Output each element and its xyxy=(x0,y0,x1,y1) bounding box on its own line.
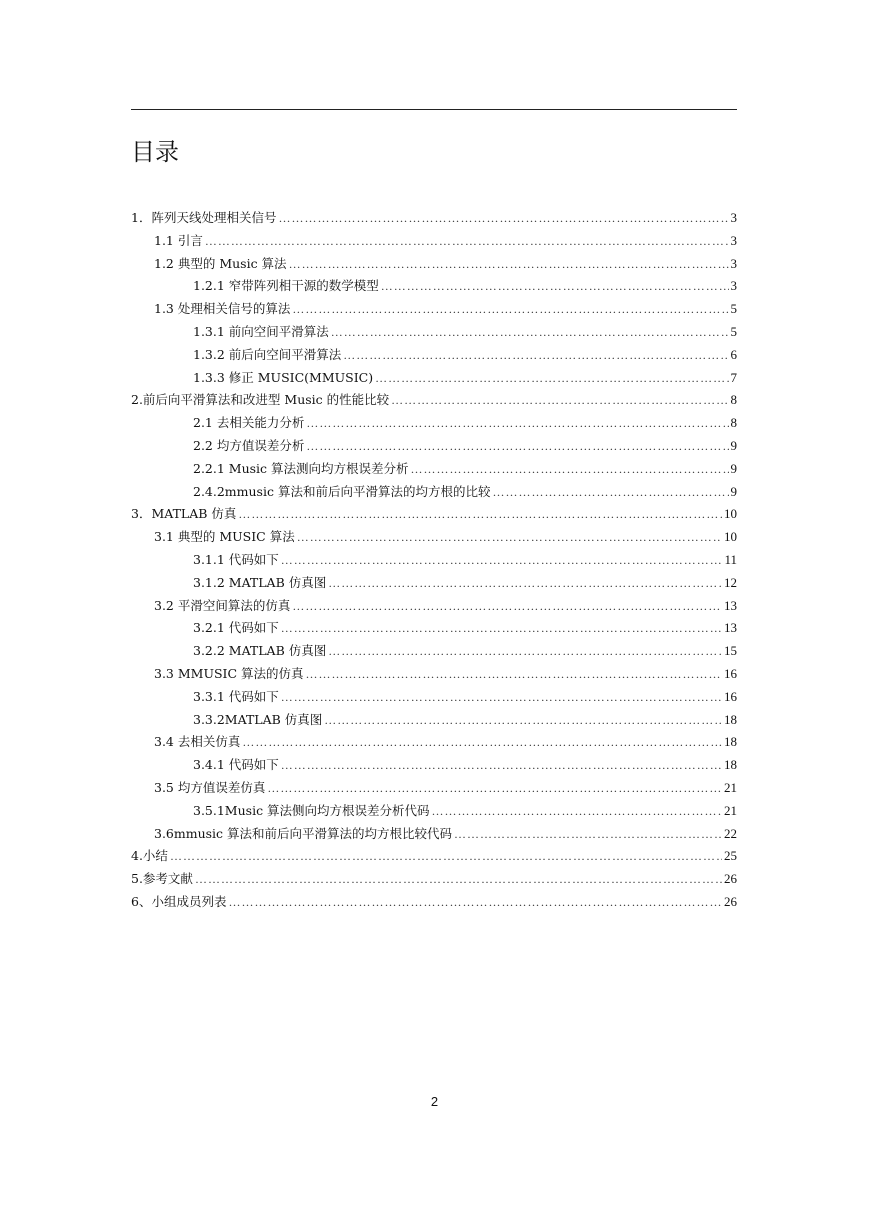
toc-entry-page: 5 xyxy=(730,301,737,317)
toc-entry[interactable] xyxy=(131,503,737,526)
toc-entry-title: 3．MATLAB 仿真 xyxy=(131,506,237,522)
toc-entry-title: 2.前后向平滑算法和改进型 Music 的性能比较 xyxy=(131,392,390,408)
toc-entry-page: 16 xyxy=(724,665,737,681)
toc-entry-page: 13 xyxy=(724,597,737,613)
toc-entry-page: 18 xyxy=(724,711,737,727)
toc-entry-page: 7 xyxy=(730,369,737,385)
toc-entry[interactable] xyxy=(131,777,737,800)
toc-entry-page: 9 xyxy=(730,483,737,499)
toc-dot-leader xyxy=(292,595,722,618)
toc-entry-page: 21 xyxy=(724,802,737,818)
toc-entry-page: 8 xyxy=(730,415,737,431)
toc-dot-leader xyxy=(324,709,722,732)
toc-dot-leader xyxy=(492,481,728,504)
toc-entry-page: 9 xyxy=(730,460,737,476)
toc-dot-leader xyxy=(228,891,722,914)
toc-dot-leader xyxy=(306,435,728,458)
toc-entry[interactable] xyxy=(131,572,737,595)
toc-entry-title: 3.4 去相关仿真 xyxy=(154,734,241,750)
toc-entry-page: 8 xyxy=(730,392,737,408)
toc-entry-title: 3.5 均方值误差仿真 xyxy=(154,779,266,795)
toc-entry[interactable] xyxy=(131,617,737,640)
toc-dot-leader xyxy=(375,367,728,390)
toc-entry-page: 10 xyxy=(724,506,737,522)
header-rule xyxy=(131,109,737,110)
toc-entry[interactable] xyxy=(131,367,737,390)
toc-entry-title: 2.2 均方值误差分析 xyxy=(193,437,305,453)
toc-entry[interactable] xyxy=(131,458,737,481)
toc-entry-title: 1.3 处理相关信号的算法 xyxy=(154,301,291,317)
toc-entry[interactable] xyxy=(131,686,737,709)
toc-entry[interactable] xyxy=(131,275,737,298)
toc-dot-leader xyxy=(278,207,728,230)
toc-entry[interactable] xyxy=(131,207,737,230)
toc-entry-page: 3 xyxy=(730,210,737,225)
toc-dot-leader xyxy=(195,868,722,891)
toc-dot-leader xyxy=(281,754,722,777)
toc-dot-leader xyxy=(432,800,722,823)
toc-dot-leader xyxy=(281,617,722,640)
toc-dot-leader xyxy=(281,549,723,572)
toc-entry-title: 3.6mmusic 算法和前后向平滑算法的均方根比较代码 xyxy=(154,825,453,841)
toc-entry-title: 5.参考文献 xyxy=(131,871,193,887)
toc-dot-leader xyxy=(242,731,722,754)
toc-entry-title: 1.2.1 窄带阵列相干源的数学模型 xyxy=(193,278,379,294)
toc-dot-leader xyxy=(343,344,728,367)
toc-dot-leader xyxy=(306,412,728,435)
toc-dot-leader xyxy=(297,526,722,549)
toc-entry[interactable] xyxy=(131,731,737,754)
toc-entry-title: 3.2 平滑空间算法的仿真 xyxy=(154,597,291,613)
toc-entry[interactable] xyxy=(131,640,737,663)
toc-entry[interactable] xyxy=(131,549,737,572)
toc-entry[interactable] xyxy=(131,253,737,276)
toc-entry-page: 15 xyxy=(724,643,737,659)
toc-dot-leader xyxy=(391,389,728,412)
toc-entry-title: 1.2 典型的 Music 算法 xyxy=(154,255,287,271)
toc-entry-title: 3.3.1 代码如下 xyxy=(193,688,279,704)
toc-entry[interactable] xyxy=(131,481,737,504)
toc-entry-page: 11 xyxy=(724,551,737,567)
toc-entry-page: 12 xyxy=(724,574,737,590)
toc-dot-leader xyxy=(205,230,729,253)
toc-entry[interactable] xyxy=(131,800,737,823)
toc-entry-page: 25 xyxy=(724,848,737,864)
toc-dot-leader xyxy=(289,253,729,276)
toc-entry-title: 1.3.2 前后向空间平滑算法 xyxy=(193,346,342,362)
toc-entry-title: 4.小结 xyxy=(131,848,168,864)
toc-heading: 目录 xyxy=(131,138,179,166)
toc-dot-leader xyxy=(454,823,722,846)
toc-entry-page: 18 xyxy=(724,757,737,773)
toc-entry-title: 3.3 MMUSIC 算法的仿真 xyxy=(154,665,304,681)
toc-entry-page: 26 xyxy=(724,893,737,909)
toc-entry-title: 3.1.2 MATLAB 仿真图 xyxy=(193,574,327,590)
toc-entry-page: 3 xyxy=(730,278,737,294)
toc-entry-page: 3 xyxy=(730,255,737,271)
toc-entry[interactable] xyxy=(131,663,737,686)
toc-entry-title: 1．阵列天线处理相关信号 xyxy=(131,210,277,225)
toc-entry-title: 2.2.1 Music 算法测向均方根误差分析 xyxy=(193,460,409,476)
toc-entry-page: 6 xyxy=(730,346,737,362)
toc-entry-title: 3.5.1Music 算法侧向均方根误差分析代码 xyxy=(193,802,430,818)
toc-dot-leader xyxy=(267,777,722,800)
toc-entry-page: 3 xyxy=(730,232,737,248)
toc-entry-title: 1.3.3 修正 MUSIC(MMUSIC) xyxy=(193,369,374,385)
table-of-contents xyxy=(131,207,737,914)
toc-entry[interactable] xyxy=(131,526,737,549)
toc-entry-title: 3.2.1 代码如下 xyxy=(193,620,279,636)
toc-dot-leader xyxy=(411,458,729,481)
toc-entry-title: 3.1 典型的 MUSIC 算法 xyxy=(154,529,295,545)
toc-dot-leader xyxy=(170,845,722,868)
toc-entry[interactable] xyxy=(131,321,737,344)
toc-entry[interactable] xyxy=(131,595,737,618)
toc-entry-page: 22 xyxy=(724,825,737,841)
toc-entry[interactable] xyxy=(131,435,737,458)
toc-entry-page: 9 xyxy=(730,437,737,453)
toc-entry-title: 3.1.1 代码如下 xyxy=(193,551,279,567)
toc-entry[interactable] xyxy=(131,754,737,777)
toc-entry-page: 26 xyxy=(724,871,737,887)
toc-entry[interactable] xyxy=(131,389,737,412)
toc-entry-title: 2.4.2mmusic 算法和前后向平滑算法的均方根的比较 xyxy=(193,483,491,499)
toc-entry-page: 13 xyxy=(724,620,737,636)
toc-entry-title: 3.4.1 代码如下 xyxy=(193,757,279,773)
toc-entry-page: 5 xyxy=(730,323,737,339)
toc-entry[interactable] xyxy=(131,230,737,253)
toc-entry-title: 6、小组成员列表 xyxy=(131,893,227,909)
toc-entry-title: 2.1 去相关能力分析 xyxy=(193,415,305,431)
toc-entry-title: 3.3.2MATLAB 仿真图 xyxy=(193,711,323,727)
toc-entry[interactable] xyxy=(131,891,737,914)
toc-entry[interactable] xyxy=(131,823,737,846)
toc-dot-leader xyxy=(281,686,722,709)
toc-dot-leader xyxy=(328,572,722,595)
toc-entry-page: 18 xyxy=(724,734,737,750)
toc-entry-page: 16 xyxy=(724,688,737,704)
toc-entry-page: 21 xyxy=(724,779,737,795)
toc-entry-title: 1.3.1 前向空间平滑算法 xyxy=(193,323,329,339)
toc-entry-page: 10 xyxy=(724,529,737,545)
toc-entry-title: 1.1 引言 xyxy=(154,232,203,248)
toc-entry[interactable] xyxy=(131,412,737,435)
toc-entry[interactable] xyxy=(131,868,737,891)
toc-dot-leader xyxy=(381,275,729,298)
toc-dot-leader xyxy=(306,663,722,686)
toc-entry[interactable] xyxy=(131,298,737,321)
toc-entry[interactable] xyxy=(131,709,737,732)
toc-dot-leader xyxy=(238,503,722,526)
toc-entry[interactable] xyxy=(131,845,737,868)
toc-dot-leader xyxy=(331,321,729,344)
toc-dot-leader xyxy=(292,298,728,321)
toc-dot-leader xyxy=(328,640,722,663)
page-number: 2 xyxy=(430,1094,439,1109)
toc-entry-title: 3.2.2 MATLAB 仿真图 xyxy=(193,643,327,659)
toc-entry[interactable] xyxy=(131,344,737,367)
